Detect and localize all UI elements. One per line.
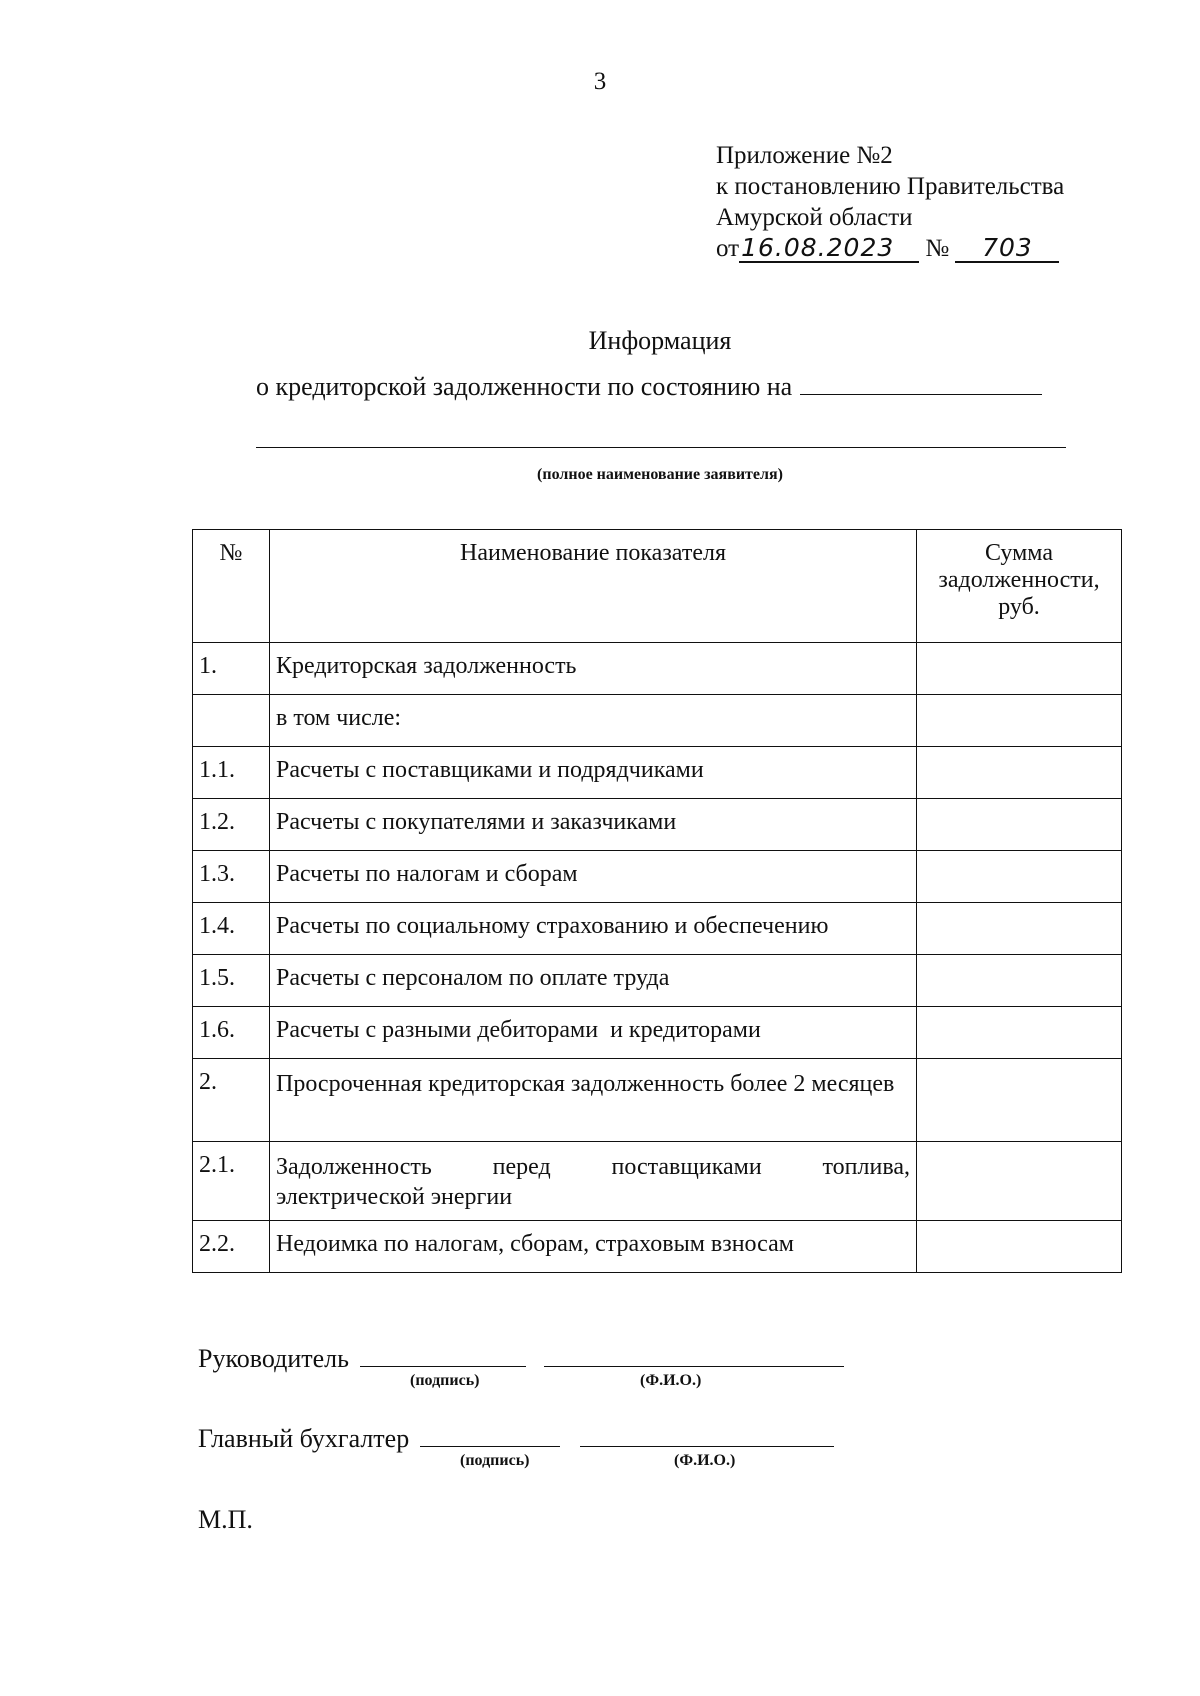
table-row bbox=[193, 955, 1122, 1007]
row-num: 1.3. bbox=[193, 851, 270, 903]
row-name: Расчеты с персоналом по оплате труда bbox=[270, 955, 917, 1007]
row-name: Расчеты по налогам и сборам bbox=[270, 851, 917, 903]
accountant-label: Главный бухгалтер bbox=[198, 1424, 410, 1453]
subtitle-text: о кредиторской задолженности по состоянию на bbox=[256, 372, 793, 401]
accountant-fio-blank bbox=[580, 1422, 834, 1447]
row-sum[interactable] bbox=[917, 903, 1122, 955]
header-sum bbox=[917, 530, 1122, 643]
table-row bbox=[193, 695, 1122, 747]
row-name: Кредиторская задолженность bbox=[270, 643, 917, 695]
row-name bbox=[270, 1142, 917, 1221]
header-sum-line2: задолженности, bbox=[938, 567, 1100, 593]
row-name-line2: электрической энергии bbox=[276, 1184, 513, 1210]
head-signature-line bbox=[198, 1342, 844, 1374]
table-row bbox=[193, 747, 1122, 799]
table-header-row bbox=[193, 530, 1122, 643]
row-num: 2.1. bbox=[193, 1142, 270, 1221]
head-signature-caption: (подпись) bbox=[410, 1372, 480, 1389]
row-num: 1.6. bbox=[193, 1007, 270, 1059]
report-date-blank bbox=[800, 372, 1042, 395]
row-sum[interactable] bbox=[917, 747, 1122, 799]
table-row bbox=[193, 1059, 1122, 1142]
handwritten-date: 16.08.2023 bbox=[739, 235, 919, 263]
page-number: 3 bbox=[593, 68, 607, 95]
handwritten-number: 703 bbox=[955, 235, 1059, 263]
appendix-resolution: к постановлению Правительства bbox=[716, 173, 1065, 200]
row-num: 1. bbox=[193, 643, 270, 695]
applicant-caption: (полное наименование заявителя) bbox=[537, 466, 783, 483]
row-num: 2. bbox=[193, 1059, 270, 1142]
accountant-signature-blank bbox=[420, 1422, 560, 1447]
header-sum-line3: руб. bbox=[998, 594, 1040, 620]
document-title: Информация bbox=[588, 326, 732, 355]
row-name: Недоимка по налогам, сборам, страховым взносам bbox=[270, 1221, 917, 1273]
table-row bbox=[193, 1007, 1122, 1059]
row-num: 1.5. bbox=[193, 955, 270, 1007]
row-sum[interactable] bbox=[917, 1142, 1122, 1221]
row-sum[interactable] bbox=[917, 695, 1122, 747]
table-row bbox=[193, 799, 1122, 851]
row-name: Расчеты по социальному страхованию и обеспечению bbox=[270, 903, 917, 955]
row-num: 1.4. bbox=[193, 903, 270, 955]
date-prefix: от bbox=[716, 235, 740, 262]
row-sum[interactable] bbox=[917, 1007, 1122, 1059]
document-subtitle bbox=[256, 372, 1042, 402]
row-sum[interactable] bbox=[917, 1059, 1122, 1142]
accountant-signature-line bbox=[198, 1422, 834, 1454]
row-num: 1.2. bbox=[193, 799, 270, 851]
row-sum[interactable] bbox=[917, 1221, 1122, 1273]
head-fio-caption: (Ф.И.О.) bbox=[640, 1372, 702, 1389]
table-row bbox=[193, 851, 1122, 903]
appendix-header bbox=[716, 140, 1064, 264]
appendix-title: Приложение №2 bbox=[716, 142, 893, 169]
row-name: Расчеты с поставщиками и подрядчиками bbox=[270, 747, 917, 799]
appendix-date-number-line bbox=[716, 233, 1064, 264]
table-row bbox=[193, 643, 1122, 695]
row-num: 1.1. bbox=[193, 747, 270, 799]
row-num bbox=[193, 695, 270, 747]
accountant-fio-caption: (Ф.И.О.) bbox=[674, 1452, 736, 1469]
table-row bbox=[193, 1221, 1122, 1273]
stamp-place: М.П. bbox=[198, 1505, 253, 1534]
row-sum[interactable] bbox=[917, 799, 1122, 851]
header-sum-line1: Сумма bbox=[985, 540, 1053, 566]
applicant-name-blank bbox=[256, 447, 1066, 448]
row-name-line1: Задолженность перед поставщиками топлива, bbox=[276, 1154, 910, 1180]
head-fio-blank bbox=[544, 1342, 844, 1367]
row-sum[interactable] bbox=[917, 643, 1122, 695]
table-row bbox=[193, 903, 1122, 955]
row-name: в том числе: bbox=[270, 695, 917, 747]
row-name: Просроченная кредиторская задолженность более 2 месяцев bbox=[270, 1059, 917, 1142]
accountant-signature-caption: (подпись) bbox=[460, 1452, 530, 1469]
row-sum[interactable] bbox=[917, 955, 1122, 1007]
head-signature-blank bbox=[360, 1342, 526, 1367]
row-name: Расчеты с разными дебиторами и кредиторами bbox=[270, 1007, 917, 1059]
header-num: № bbox=[193, 530, 270, 643]
table-row bbox=[193, 1142, 1122, 1221]
appendix-region: Амурской области bbox=[716, 204, 913, 231]
header-name: Наименование показателя bbox=[270, 530, 917, 643]
row-sum[interactable] bbox=[917, 851, 1122, 903]
head-label: Руководитель bbox=[198, 1344, 349, 1373]
row-name: Расчеты с покупателями и заказчиками bbox=[270, 799, 917, 851]
debt-table bbox=[192, 529, 1122, 1273]
number-prefix: № bbox=[925, 235, 950, 262]
row-num: 2.2. bbox=[193, 1221, 270, 1273]
